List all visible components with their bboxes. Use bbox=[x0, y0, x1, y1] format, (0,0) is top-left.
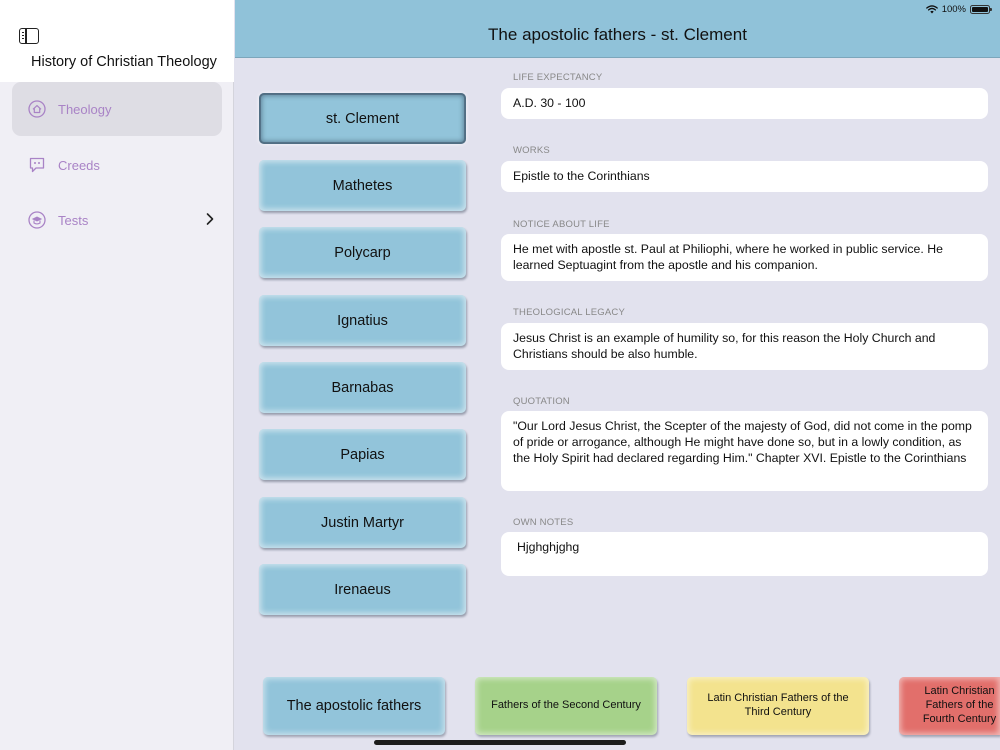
works-label: WORKS bbox=[513, 145, 550, 156]
navigation-header bbox=[235, 0, 1000, 58]
father-button-mathetes[interactable]: Mathetes bbox=[259, 160, 466, 211]
chevron-right-icon bbox=[204, 212, 216, 226]
sidebar-item-theology[interactable] bbox=[12, 82, 222, 136]
quotation-label: QUOTATION bbox=[513, 396, 570, 407]
sidebar bbox=[0, 0, 234, 750]
father-button-justin-martyr[interactable]: Justin Martyr bbox=[259, 497, 466, 548]
chat-quote-icon bbox=[28, 156, 46, 174]
sidebar-toggle-icon[interactable] bbox=[19, 28, 39, 44]
category-fourth-century-label: Latin Christian Fathers of the Fourth Century bbox=[922, 685, 997, 725]
own-notes-field[interactable]: Hjghghjghg bbox=[501, 532, 988, 576]
father-button-irenaeus[interactable]: Irenaeus bbox=[259, 564, 466, 615]
notice-about-life-label: NOTICE ABOUT LIFE bbox=[513, 219, 610, 230]
father-button-st-clement[interactable]: st. Clement bbox=[259, 93, 466, 144]
father-button-papias[interactable]: Papias bbox=[259, 429, 466, 480]
category-fourth-century-button[interactable] bbox=[899, 677, 1000, 735]
battery-percentage: 100% bbox=[941, 4, 966, 15]
home-icon bbox=[28, 100, 46, 118]
sidebar-item-label: Tests bbox=[58, 212, 89, 228]
theological-legacy-value: Jesus Christ is an example of humility so, for this reason the Holy Church and Christians should be also humble. bbox=[501, 323, 988, 370]
works-value: Epistle to the Corinthians bbox=[501, 161, 988, 192]
status-bar bbox=[926, 4, 990, 15]
father-button-ignatius[interactable]: Ignatius bbox=[259, 295, 466, 346]
life-expectancy-value: A.D. 30 - 100 bbox=[501, 88, 988, 119]
wifi-icon bbox=[926, 5, 938, 14]
page-title: The apostolic fathers - st. Clement bbox=[488, 25, 747, 44]
father-button-polycarp[interactable]: Polycarp bbox=[259, 227, 466, 278]
life-expectancy-label: LIFE EXPECTANCY bbox=[513, 72, 603, 83]
sidebar-title: History of Christian Theology bbox=[31, 54, 217, 70]
category-third-century-button[interactable]: Latin Christian Fathers of the Third Century bbox=[687, 677, 869, 735]
category-second-century-button[interactable]: Fathers of the Second Century bbox=[475, 677, 657, 735]
sidebar-item-label: Creeds bbox=[58, 157, 100, 173]
father-button-barnabas[interactable]: Barnabas bbox=[259, 362, 466, 413]
notice-about-life-value: He met with apostle st. Paul at Philiophi, where he worked in public service. He learned Septuagint from the apostle and his companion. bbox=[501, 234, 988, 281]
sidebar-item-creeds[interactable] bbox=[12, 138, 222, 192]
graduation-cap-icon bbox=[28, 211, 46, 229]
home-indicator bbox=[374, 740, 626, 745]
own-notes-label: OWN NOTES bbox=[513, 517, 574, 528]
quotation-value: "Our Lord Jesus Christ, the Scepter of the majesty of God, did not come in the pomp of pride or arrogance, although He might have done so, but in a lowly condition, as the Holy Spirit had declared regarding Him." Chapter XVI. Epistle to the Corinthians bbox=[501, 411, 988, 491]
sidebar-item-label: Theology bbox=[58, 101, 112, 117]
battery-icon bbox=[970, 5, 990, 14]
theological-legacy-label: THEOLOGICAL LEGACY bbox=[513, 307, 626, 318]
sidebar-item-tests[interactable] bbox=[12, 193, 222, 247]
category-apostolic-fathers-button[interactable]: The apostolic fathers bbox=[263, 677, 445, 735]
